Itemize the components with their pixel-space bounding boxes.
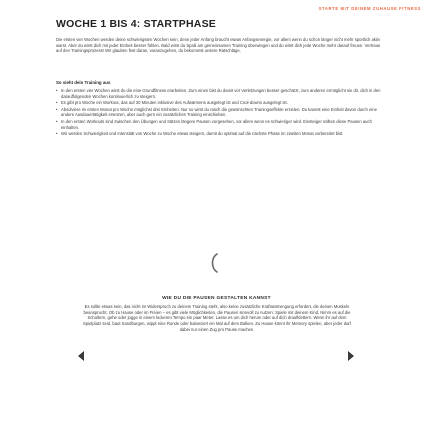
tip-title: WIE DU DIE PAUSEN GESTALTEN KANNST <box>162 296 271 301</box>
training-bullet-list <box>56 88 386 138</box>
tip-text: Es sollte etwas sein, das nicht im Widerspruch zu deinem Training steht, also keine zusätzliche Kraftanstrengung erfordert, die deinen Muskeln beansprucht. Ob zu Hause oder im Freien – es gibt viele Möglichkeiten, die Pausen sinnvoll zu nutzen: Spiele mit deinem Kind, Nimm es auf die Schultern, gehe oder jogge in einem lockeren Tempo ein paar Meter. Lasse es um dich herum oder auf dich draufklettern. Wenn ihr auf dem Spielplatz seid, baut Sandburgen, wippt eine Runde oder balanciert ein Mal auf dem Balken. Zu Hause könnt ihr Memory spielen, aber jeder darf dabei nur einen Zug pro Pause machen. <box>83 304 351 332</box>
intro-paragraph: Die ersten vier Wochen werden deine schwierigsten Wochen sein, denn jeder Anfang braucht etwas Anfangsenergie, vor allem wenn du schon länger nicht mehr sportlich aktiv warst. Aber du wirst dich mit jeder Einheit besser fühlen. Bald wirst du Spaß am gemeinsamen Training überwiegen und du wirst dich jede Woche mehr darauf freuen. Vertraue auf den Trainingsprozess! Wir glauben fest daran, voranzugehen, du bekommst unsere Ratschläge. <box>56 37 381 54</box>
list-item: • In den ersten vier Wochen wirst du die eine Grundfitness erarbeiten. Zum einen bist du damit vor Verletzungen besser geschützt, zum anderen ermöglicht sie dir, dich in den darauffolgenden Wochen kontinuierlich zu steigern. <box>56 88 386 99</box>
chevron-left-icon[interactable] <box>76 350 86 362</box>
brand-header: STARTE MIT DEINEM ZUHAUSE FITNESS <box>318 6 421 11</box>
list-item: • In den ersten Workouts sind zwischen den Übungen und Sätzen längere Pausen vorgesehen, vor allem wenn es schwieriger wird. Einsteiger sollten diese Pausen auch einhalten. <box>56 119 386 130</box>
page-title: WOCHE 1 BIS 4: STARTPHASE <box>56 18 216 30</box>
list-item: • Es gibt pro Woche ein Workout, das auf 30 Minuten inklusive des Aufwärmens ausgelegt ist und Cool-downs ausgelegt ist. <box>56 100 386 106</box>
list-item: • Absolviere im ersten Monat pro Woche möglichst drei Einheiten. Nur so wirst du rasch die gewünschten Trainingseffekte erzielen. Du kannst eine Einheit davon durch eine andere Ausdauertätigkeit ersetzen, aber auch gern ein zusätzliches Training einschieben. <box>56 107 386 118</box>
section-break-icon <box>206 252 224 274</box>
chevron-right-icon[interactable] <box>346 350 356 362</box>
section-title: So sieht dein Training aus <box>56 80 111 85</box>
list-item: • Wir werden Schwierigkeit und Intensität von Woche zu Woche etwas steigern, damit du optimal auf die nächste Phase im zweiten Monat vorbereitet bist. <box>56 131 386 137</box>
